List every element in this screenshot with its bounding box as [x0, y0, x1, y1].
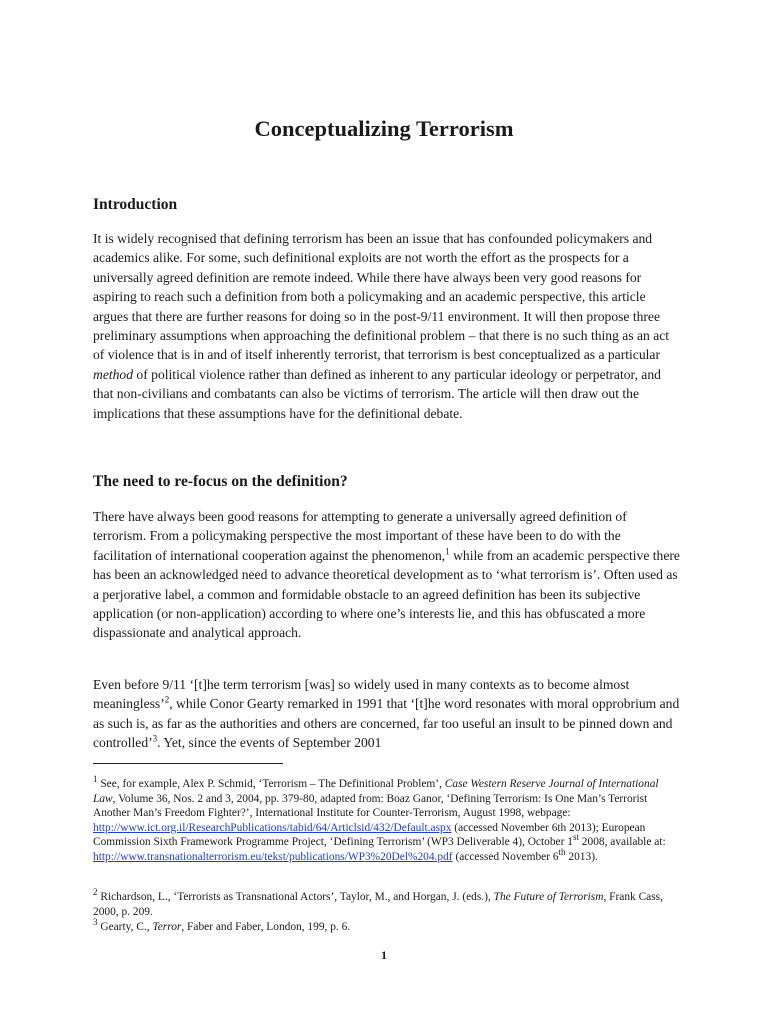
- page-number: 1: [381, 948, 387, 962]
- footnote-link-ict[interactable]: http://www.ict.org.il/ResearchPublications/tabid/64/Articlsid/432/Default.aspx: [93, 821, 452, 834]
- footnote-link-transnational[interactable]: http://www.transnationalterrorism.eu/tekst/publications/WP3%20Del%204.pdf: [93, 850, 453, 863]
- footnote-ordinal: st: [572, 832, 579, 843]
- paragraph-text: Even before 9/11 ‘[t]he term terrorism [was] so widely used in many contexts as to become almost meaningless’: [93, 677, 630, 712]
- paragraph-text: There have always been good reasons for attempting to generate a universally agreed definition of terrorism. From a policymaking perspective the most important of these have been to do with the facilitation of international cooperation against the phenomenon,: [93, 509, 627, 563]
- definition-paragraph-2: [93, 675, 683, 753]
- paragraph-text: It is widely recognised that defining terrorism has been an issue that has confounded policymakers and academics alike. For some, such definitional exploits are not worth the effort as the prospects for a universally agreed definition are remote indeed. While there have always been very good reasons for aspiring to reach such a definition from both a policymaking and an academic perspective, this article argues that there are further reasons for doing so in the post-9/11 environment. It will then propose three preliminary assumptions when approaching the definitional problem – that there is no such thing as an act of violence that is in and of itself inherently terrorist, that terrorism is best conceptualized as a particular: [93, 231, 670, 363]
- footnote-text: See, for example, Alex P. Schmid, ‘Terrorism – The Definitional Problem’,: [97, 778, 445, 790]
- section-heading-definition: The need to re-focus on the definition?: [93, 473, 348, 490]
- footnote-text: Gearty, C.,: [97, 921, 153, 933]
- footnote-text: (accessed November 6th 2013); European Commission Sixth Framework Programme Project, ‘Defining Terrorism’ (WP3 Deliverable 4), October 1: [93, 821, 646, 849]
- emphasized-term: method: [93, 366, 134, 382]
- footnote-2: [93, 887, 683, 919]
- footnote-ordinal: th: [558, 847, 566, 858]
- footnote-text: 2008, available at:: [578, 836, 666, 849]
- footnote-text: , Faber and Faber, London, 199, p. 6.: [181, 921, 351, 933]
- footnote-1: [93, 774, 683, 865]
- footnote-text: 2013).: [565, 850, 598, 863]
- paragraph-text: , while Conor Gearty remarked in 1991 that ‘[t]he word resonates with moral opprobrium and as such is, as far as the authorities and others are concerned, far too useful an insult to be pinned down and controlled’: [93, 696, 680, 751]
- footnote-ref-1[interactable]: 1: [445, 546, 450, 557]
- paragraph-text: of political violence rather than defined as inherent to any particular ideology or perpetrator, and that non-civilians and combatants can also be victims of terrorism. The article will then draw out the implications that these assumptions have for the definitional debate.: [93, 366, 661, 421]
- footnote-italic: Case Western Reserve Journal of International Law: [93, 778, 659, 805]
- paragraph-text: . Yet, since the events of September 2001: [157, 735, 382, 751]
- footnote-3: [93, 917, 683, 935]
- footnote-text: , Volume 36, Nos. 2 and 3, 2004, pp. 379-80, adapted from: Boaz Ganor, ‘Defining Terrorism: Is One Man’s Terrorist Another Man’s Freedom Fighter?’, International Institute for Counter-Terrorism, August 1998, webpage:: [93, 792, 648, 820]
- footnote-italic: Terror: [152, 921, 182, 933]
- footnote-number: 1: [93, 774, 98, 785]
- definition-paragraph-1: [93, 507, 683, 643]
- footnote-number: 3: [93, 917, 98, 928]
- footnote-text: , Frank Cass, 2000, p. 209.: [93, 891, 663, 918]
- footnote-ref-2[interactable]: 2: [164, 694, 170, 705]
- footnote-italic: The Future of Terrorism: [493, 891, 604, 903]
- footnote-ref-3[interactable]: 3: [152, 733, 158, 744]
- section-heading-introduction: Introduction: [93, 196, 178, 213]
- document-title: Conceptualizing Terrorism: [254, 116, 514, 141]
- footnote-text: (accessed November 6: [452, 850, 559, 863]
- introduction-paragraph: [93, 229, 683, 423]
- footnote-number: 2: [93, 887, 98, 898]
- footnote-divider: [93, 763, 283, 764]
- footnote-text: Richardson, L., ‘Terrorists as Transnational Actors’, Taylor, M., and Horgan, J. (eds.),: [97, 891, 494, 903]
- paragraph-text: while from an academic perspective there has been an acknowledged need to advance theoretical development as to ‘what terrorism is’. Often used as a perjorative label, a common and formidable obstacle to an agreed definition has been its subjective application (or non-application) according to where one’s interests lie, and this has obfuscated a more dispassionate and analytical approach.: [93, 547, 680, 641]
